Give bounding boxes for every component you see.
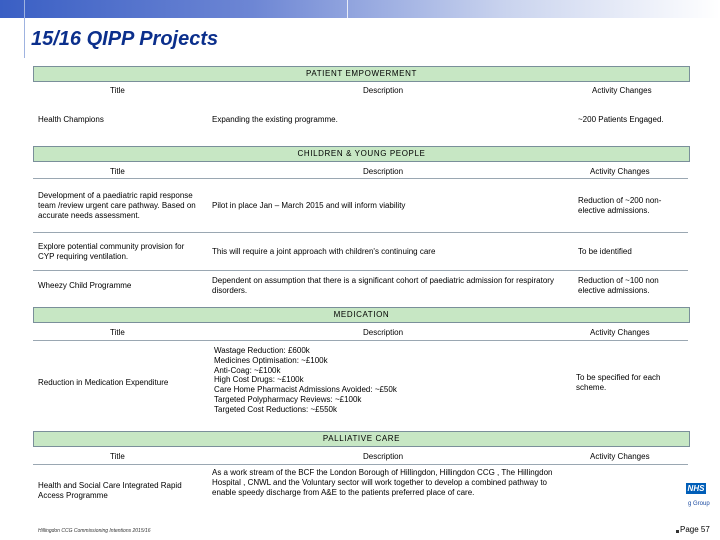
nhs-logo: NHS (687, 484, 705, 493)
row-activity: ~200 Patients Engaged. (578, 115, 664, 124)
left-accent-line (24, 0, 25, 58)
top-banner (0, 0, 720, 18)
divider (33, 340, 688, 341)
row-description: This will require a joint approach with children's continuing care (212, 247, 436, 256)
column-header-activity: Activity Changes (592, 86, 652, 95)
divider (33, 178, 688, 179)
medication-savings-list (214, 346, 564, 415)
divider (33, 232, 688, 233)
column-header-activity: Activity Changes (590, 167, 650, 176)
savings-line: High Cost Drugs: ~£100k (214, 375, 304, 385)
savings-line: Targeted Cost Reductions: ~£550k (214, 404, 337, 414)
savings-line: Medicines Optimisation: ~£100k (214, 355, 328, 365)
row-title: Explore potential community provision for CYP requiring ventilation. (38, 242, 185, 261)
row-description: Dependent on assumption that there is a significant cohort of paediatric admission for respiratory disorders. (212, 276, 554, 295)
column-header-activity: Activity Changes (590, 452, 650, 461)
column-header-description: Description (363, 167, 404, 176)
savings-line: Care Home Pharmacist Admissions Avoided: ~£50k (214, 385, 397, 395)
column-header-activity: Activity Changes (590, 328, 650, 337)
row-description: Pilot in place Jan – March 2015 and will inform viability (212, 201, 406, 210)
footer-text: Hillingdon CCG Commissioning Intentions 2015/16 (38, 528, 151, 534)
divider (33, 464, 688, 465)
page-number: Page 57 (680, 525, 710, 534)
column-header-title: Title (110, 452, 125, 461)
row-title: Health Champions (38, 115, 104, 124)
savings-line: Anti-Coag: ~£100k (214, 365, 281, 375)
section-heading-patient-empowerment: PATIENT EMPOWERMENT (33, 66, 690, 82)
column-header-description: Description (363, 86, 404, 95)
savings-line: Wastage Reduction: £600k (214, 346, 310, 355)
section-heading-children-young-people: CHILDREN & YOUNG PEOPLE (33, 146, 690, 162)
section-heading-medication: MEDICATION (33, 307, 690, 323)
row-title: Health and Social Care Integrated Rapid Access Programme (38, 481, 182, 500)
savings-line: Targeted Polypharmacy Reviews: ~£100k (214, 394, 362, 404)
row-title: Reduction in Medication Expenditure (38, 378, 169, 387)
row-activity: Reduction of ~100 non elective admissions. (578, 276, 659, 295)
row-title: Wheezy Child Programme (38, 281, 132, 290)
row-description: As a work stream of the BCF the London Borough of Hillingdon, Hillingdon CCG , The Hillingdon Hospital , CNWL and the Voluntary sector will work together to develop a combined pathway to enable speedy discharge from A&E to the patients preferred place of care. (212, 468, 553, 497)
column-header-description: Description (363, 328, 404, 337)
section-heading-palliative-care: PALLIATIVE CARE (33, 431, 690, 447)
row-title: Development of a paediatric rapid response team /review urgent care pathway. Based on accurate needs assessment. (38, 191, 196, 220)
column-header-title: Title (110, 86, 125, 95)
column-header-title: Title (110, 167, 125, 176)
row-activity: To be identified (578, 247, 632, 256)
column-header-title: Title (110, 328, 125, 337)
column-header-description: Description (363, 452, 404, 461)
row-activity: Reduction of ~200 non-elective admissions. (578, 196, 662, 215)
row-activity: To be specified for each scheme. (576, 373, 661, 392)
page-title: 15/16 QIPP Projects (31, 28, 219, 50)
row-description: Expanding the existing programme. (212, 115, 338, 124)
divider (33, 270, 688, 271)
logo-subtext: g Group (688, 501, 710, 507)
page-marker-icon (676, 530, 679, 533)
